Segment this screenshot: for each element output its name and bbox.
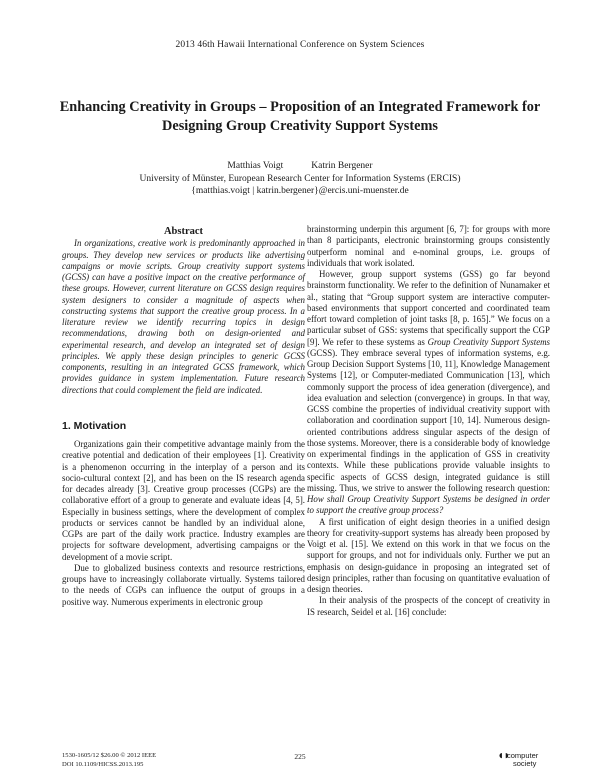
section-heading: 1. Motivation	[62, 419, 127, 432]
paragraph: brainstorming underpin this argument [6, 7]: for groups with more than 8 participants, electronic brainstorming groups consistently outperform nominal and e-nominal groups, i.e. groups of individuals that work isolated.	[307, 224, 550, 268]
logo-word: society	[513, 759, 537, 768]
paragraph: In their analysis of the prospects of the concept of creativity in IS research, Seidel et al. [16] conclude:	[307, 595, 550, 617]
affiliation: University of Münster, European Research Center for Information Systems (ERCIS)	[139, 173, 461, 184]
research-question: How shall Group Creativity Support Systems be designed in order to support the creative group process?	[307, 494, 550, 516]
paragraph: A first unification of eight design theories in a unified design theory for creativity-support systems has already been proposed by Voigt et al. [15]. We extend on this work in that we focus on the support for groups, and not for individuals only. Further we put an emphasis on design-guidance in proposing an integrated set of design principles, rather than focusing on quantitative evaluation of design theories.	[307, 516, 550, 594]
logo-icon: ◖◗	[497, 748, 510, 762]
paragraph-text: (GCSS). They embrace several types of information systems, e.g. Group Decision Support Systems [10, 11], Knowledge Management Systems [12], or Computer-mediated Communication [13], which commonly support the process of idea generation (divergence), and idea evaluation and selection (convergence) in groups. In that way, GCSS combine the properties of individual creativity support with collaboration and coordination support [10, 14]. Numerous design-oriented contributions address singular aspects of the design of those systems. Moreover, there is a considerable body of knowledge on experimental findings in the application of GSS in creativity contexts. While these publications provide valuable insights to specific aspects of GCSS design, integrated guidance is still missing. Thus, we strive to answer the following research question:	[307, 347, 550, 493]
issn-line: 1530-1605/12 $26.00 © 2012 IEEE	[62, 752, 157, 759]
page-number: 225	[294, 752, 306, 761]
paragraph	[307, 269, 550, 517]
abstract-heading: Abstract	[163, 226, 204, 237]
author-block	[0, 160, 600, 198]
author-names	[0, 160, 600, 173]
author-name: Katrin Bergener	[311, 161, 373, 171]
author-name: Matthias Voigt	[227, 161, 284, 171]
paragraph: Due to globalized business contexts and resource restrictions, groups have to increasingly collaborate virtually. Systems tailored to the needs of CGPs can influence the output of groups in a positive way. Numerous experiments in electronic group	[62, 562, 305, 607]
paragraph: Organizations gain their competitive advantage mainly from the creative potential and dedication of their employees [1]. Creativity is a phenomenon occurring in the interplay of a person and its socio-cultural context [2], and has been on the IS research agenda for decades already [3]. Creative group processes (CGPs) are the collaborative effort of a group to generate and evaluate ideas [4, 5]. Especially in business settings, where the development of complex products or services cannot be handled by an individual alone, CGPs are part of the daily work practice. Industry examples are projects for software development, advertising campaigns or the development of a movie script.	[62, 439, 305, 562]
emphasized-term: Group Creativity Support Systems	[427, 336, 551, 347]
computer-society-logo	[497, 748, 541, 770]
abstract-text: In organizations, creative work is predominantly approached in groups. They develop new services or products like advertising campaigns or movie scripts. Group creativity support systems (GCSS) can have a positive impact on the creative performance of these groups. However, current literature on GCSS design requires system designers to consider a magnitude of aspects when constructing systems that support the creative group process. In a literature review we identify recurring topics in design recommendations, drawing both on design-oriented and experimental research, and develop an integrated set of design principles. We apply these design principles to generic GCSS components, resulting in an integrated GCSS framework, which provides guidance in system implementation. Future research directions that could complement the field are indicated.	[62, 238, 305, 395]
left-column	[62, 224, 305, 608]
logo-word: computer	[507, 751, 539, 760]
conference-header: 2013 46th Hawaii International Conference on System Sciences	[175, 40, 425, 50]
paragraph-text: However, group support systems (GSS) go far beyond brainstorm functionality. We refer to the definition of Nunamaker et al., stating that “Group support system are interactive computer-based environments that support concerted and coordinated team effort toward completion of joint tasks [8, p. 165].” We focus on a particular subset of GSS: systems that specifically support the CGP [9]. We refer to these systems as	[307, 269, 550, 347]
author-email: {matthias.voigt | katrin.bergener}@ercis.uni-muenster.de	[191, 186, 409, 197]
paper-title: Enhancing Creativity in Groups – Proposition of an Integrated Framework for Designing Group Creativity Support Systems	[59, 99, 541, 134]
doi-line: DOI 10.1109/HICSS.2013.195	[62, 760, 144, 768]
right-column	[307, 224, 550, 618]
